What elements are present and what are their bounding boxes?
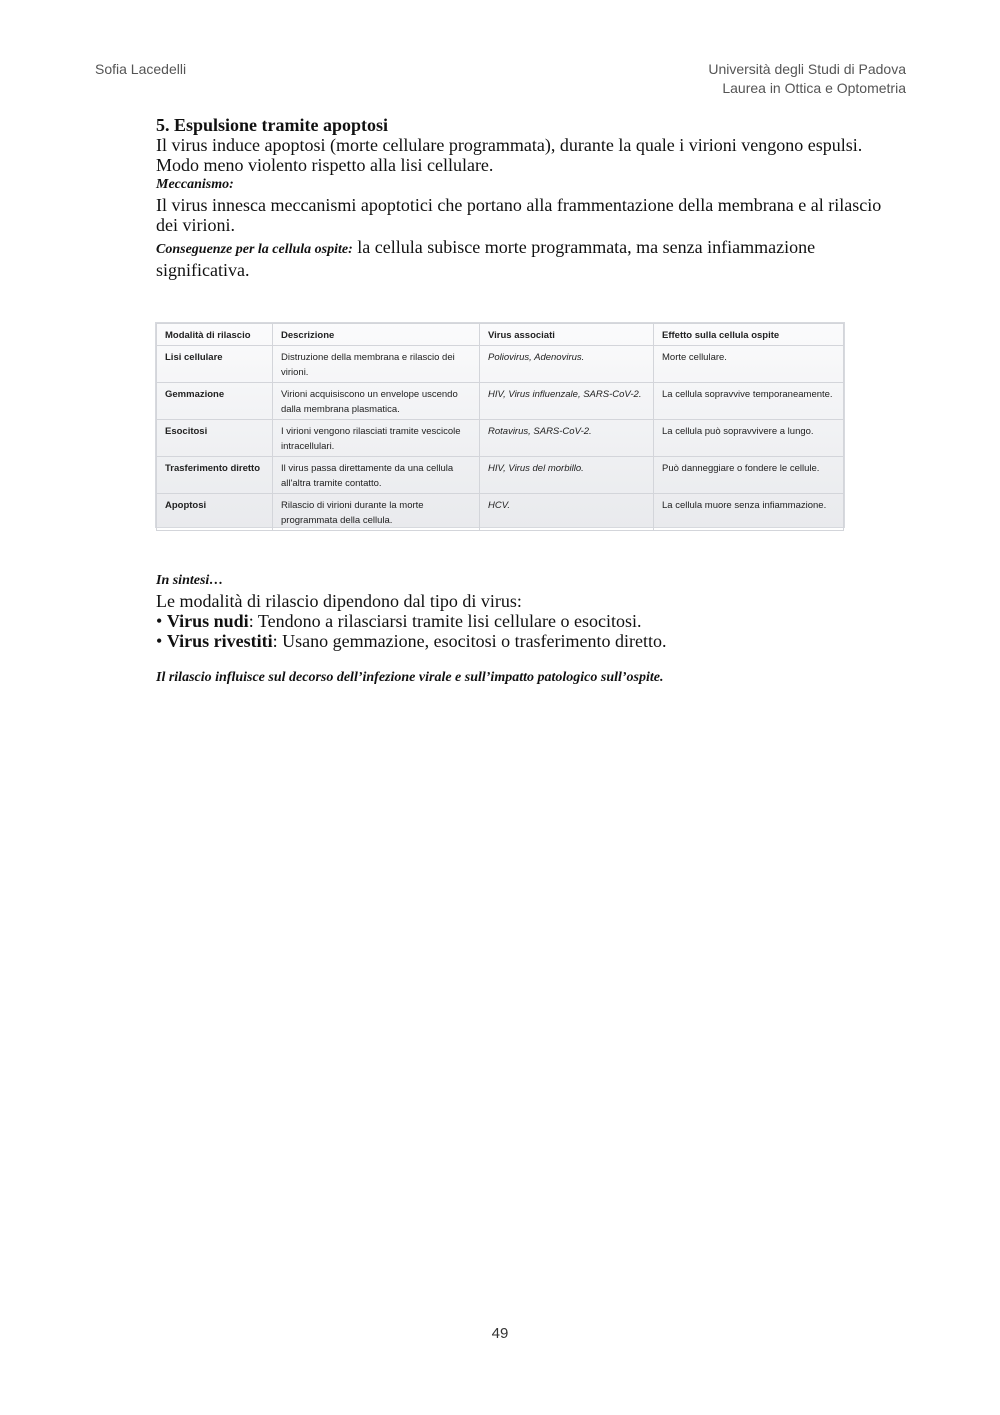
summary-section bbox=[156, 571, 906, 651]
table-header-cell: Descrizione bbox=[273, 324, 480, 346]
table-cell-viruses: Rotavirus, SARS-CoV-2. bbox=[480, 420, 654, 457]
table-cell-effect: La cellula sopravvive temporaneamente. bbox=[654, 383, 844, 420]
header-course: Laurea in Ottica e Optometria bbox=[722, 80, 906, 96]
table-cell-mode: Trasferimento diretto bbox=[157, 457, 273, 494]
release-modes-table bbox=[156, 323, 844, 531]
table-cell-description: Distruzione della membrana e rilascio dei virioni. bbox=[273, 346, 480, 383]
table-header-cell: Modalità di rilascio bbox=[157, 324, 273, 346]
summary-intro: Le modalità di rilascio dipendono dal tipo di virus: bbox=[156, 591, 522, 611]
page-number: 49 bbox=[491, 1325, 509, 1342]
section-content bbox=[156, 115, 906, 280]
bullet-symbol: • bbox=[156, 611, 167, 631]
section-title: 5. Espulsione tramite apoptosi bbox=[156, 115, 389, 135]
summary-bullet bbox=[156, 631, 906, 651]
table-cell-viruses: HIV, Virus del morbillo. bbox=[480, 457, 654, 494]
table-cell-mode: Lisi cellulare bbox=[157, 346, 273, 383]
summary-label: In sintesi… bbox=[156, 573, 224, 588]
bullet-text: : Usano gemmazione, esocitosi o trasferimento diretto. bbox=[272, 631, 667, 651]
table-row bbox=[157, 420, 844, 457]
table-cell-effect: Può danneggiare o fondere le cellule. bbox=[654, 457, 844, 494]
table-row bbox=[157, 346, 844, 383]
table-row bbox=[157, 383, 844, 420]
summary-bullet bbox=[156, 611, 906, 631]
table-header-row bbox=[157, 324, 844, 346]
mechanism-label: Meccanismo: bbox=[156, 177, 234, 192]
header-author: Sofia Lacedelli bbox=[95, 61, 187, 77]
table-cell-description: Rilascio di virioni durante la morte programmata della cellula. bbox=[273, 494, 480, 531]
bullet-term: Virus nudi bbox=[166, 611, 249, 631]
table-cell-effect: Morte cellulare. bbox=[654, 346, 844, 383]
bullet-text: : Tendono a rilasciarsi tramite lisi cellulare o esocitosi. bbox=[248, 611, 642, 631]
table-cell-mode: Apoptosi bbox=[157, 494, 273, 531]
table-cell-effect: La cellula può sopravvivere a lungo. bbox=[654, 420, 844, 457]
release-modes-table-image bbox=[155, 322, 845, 528]
table-header-cell: Effetto sulla cellula ospite bbox=[654, 324, 844, 346]
header-university: Università degli Studi di Padova bbox=[708, 61, 906, 77]
table-cell-description: Il virus passa direttamente da una cellula all'altra tramite contatto. bbox=[273, 457, 480, 494]
table-cell-viruses: Poliovirus, Adenovirus. bbox=[480, 346, 654, 383]
table-cell-description: Virioni acquisiscono un envelope uscendo dalla membrana plasmatica. bbox=[273, 383, 480, 420]
table-cell-mode: Esocitosi bbox=[157, 420, 273, 457]
table-cell-effect: La cellula muore senza infiammazione. bbox=[654, 494, 844, 531]
table-cell-mode: Gemmazione bbox=[157, 383, 273, 420]
section-intro: Il virus induce apoptosi (morte cellulare programmata), durante la quale i virioni vengono espulsi. bbox=[156, 135, 863, 155]
mechanism-text: Il virus innesca meccanismi apoptotici che portano alla frammentazione della membrana e al rilascio dei virioni. bbox=[156, 195, 882, 235]
consequences-label: Conseguenze per la cellula ospite: bbox=[156, 242, 353, 257]
table-header-cell: Virus associati bbox=[480, 324, 654, 346]
table-row bbox=[157, 494, 844, 531]
bullet-term: Virus rivestiti bbox=[166, 631, 273, 651]
consequences-paragraph bbox=[156, 237, 906, 280]
table-cell-description: I virioni vengono rilasciati tramite vescicole intracellulari. bbox=[273, 420, 480, 457]
consequences-text: la cellula subisce morte programmata, ma senza infiammazione significativa. bbox=[156, 237, 816, 280]
table-cell-viruses: HIV, Virus influenzale, SARS-CoV-2. bbox=[480, 383, 654, 420]
table-cell-viruses: HCV. bbox=[480, 494, 654, 531]
table-row bbox=[157, 457, 844, 494]
closing-statement: Il rilascio influisce sul decorso dell’infezione virale e sull’impatto patologico sull’ospite. bbox=[156, 670, 664, 685]
header-institution bbox=[708, 60, 906, 98]
section-note: Modo meno violento rispetto alla lisi cellulare. bbox=[156, 155, 494, 175]
bullet-symbol: • bbox=[156, 631, 167, 651]
